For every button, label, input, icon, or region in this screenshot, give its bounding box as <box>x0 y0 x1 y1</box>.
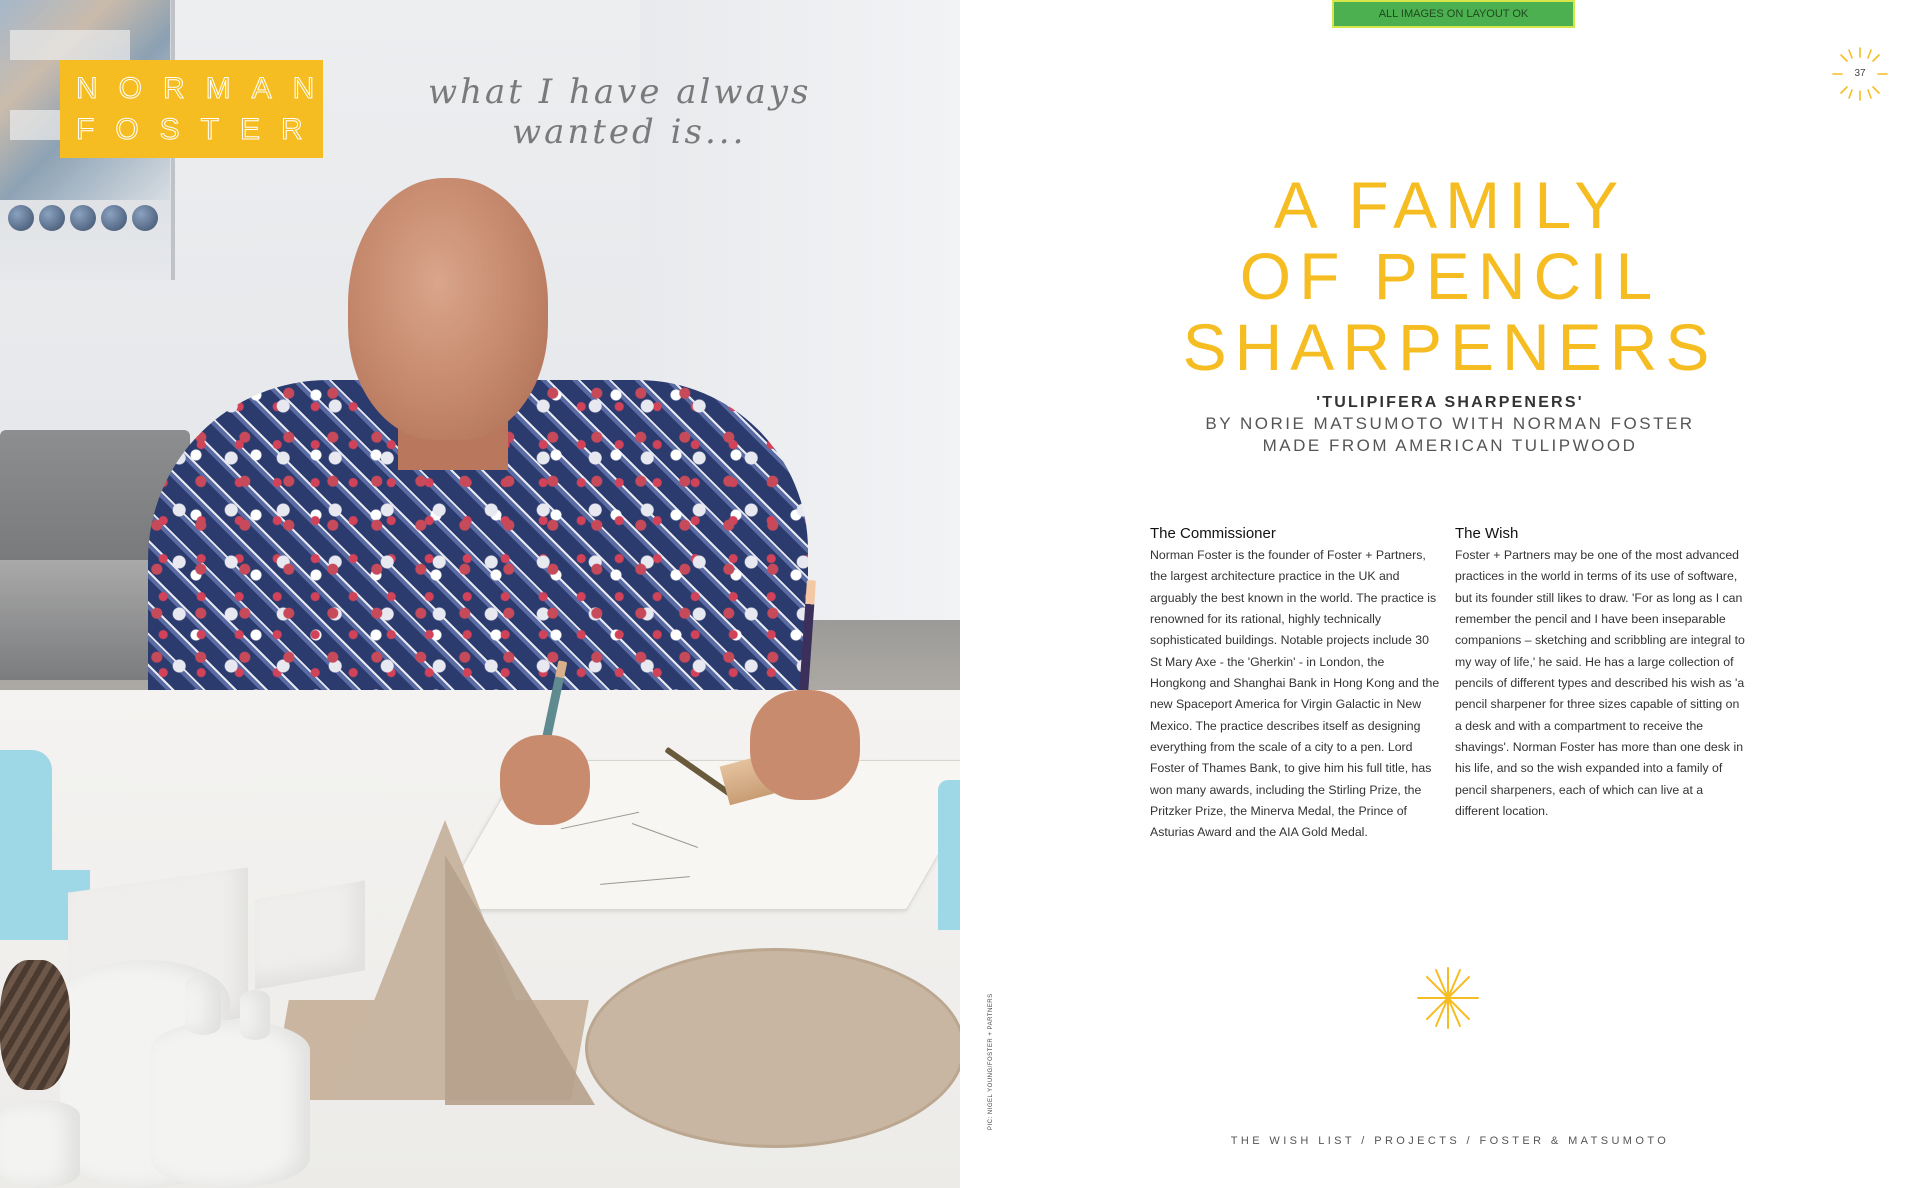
divider-ornament <box>1416 966 1480 1030</box>
wish-column <box>1455 525 1745 822</box>
cardboard-disc <box>585 948 960 1148</box>
portrait-head <box>348 178 548 440</box>
blue-foam-block <box>938 780 960 930</box>
article-subtitle <box>1180 392 1720 457</box>
pinboard-discs <box>8 205 173 235</box>
headline-line: A FAMILY <box>1273 168 1627 242</box>
wish-body: Foster + Partners may be one of the most advanced practices in the world in terms of its use of software, but its founder still likes to draw. 'For as long as I can remember the pencil and I have been inseparable companions – sketching and scribbling are integral to my way of life,' he said. He has a large collection of pencils of different types and described his wish as 'a pencil sharpener for three sizes capable of sitting on a desk and with a compartment to receive the shavings'. Norman Foster has more than one desk in his life, and so the wish expanded into a family of pencil sharpeners, each of which can live at a different location. <box>1455 548 1745 819</box>
commissioner-heading: The Commissioner <box>1150 525 1276 542</box>
name-badge-line: NORMAN <box>76 72 336 105</box>
page-number: 37 <box>1854 68 1866 79</box>
name-badge-line: FOSTER <box>76 113 324 146</box>
photo-hand <box>750 690 860 800</box>
headline-line: SHARPENERS <box>1182 310 1718 384</box>
subtitle-project-name: 'TULIPIFERA SHARPENERS' <box>1316 394 1584 411</box>
white-cylinder-model <box>150 1020 310 1188</box>
white-cylinder-model <box>185 975 221 1035</box>
commissioner-body: Norman Foster is the founder of Foster + Partners, the largest architecture practice in the UK and arguably the best known in the world. The practice is renowned for its rational, highly technically sophisticated buildings. Notable projects include 30 St Mary Axe - the 'Gherkin' - in London, the Hongkong and Shanghai Bank in Hong Kong and the new Spaceport America for Virgin Galactic in New Mexico. The practice describes itself as designing everything from the scale of a city to a pen. Lord Foster of Thames Bank, to give him his full title, has won many awards, including the Stirling Prize, the Pritzker Prize, the Minerva Medal, the Prince of Asturias Award and the AIA Gold Medal. <box>1150 548 1440 840</box>
approval-banner: ALL IMAGES ON LAYOUT OK <box>1332 0 1575 28</box>
script-line: wanted is... <box>512 112 747 152</box>
blue-foam-block <box>0 750 52 870</box>
photo-hand <box>500 735 590 825</box>
photo-credit: PIC: NIGEL YOUNG/FOSTER + PARTNERS <box>988 993 994 1130</box>
white-cylinder-model <box>0 1100 80 1188</box>
cardboard-pyramid-side <box>445 855 595 1105</box>
subtitle-material: MADE FROM AMERICAN TULIPWOOD <box>1262 436 1638 455</box>
name-badge <box>60 60 336 158</box>
sunburst-icon <box>1416 966 1480 1030</box>
article-headline <box>1180 170 1720 383</box>
page-number-badge <box>1830 46 1890 102</box>
subtitle-byline: BY NORIE MATSUMOTO WITH NORMAN FOSTER <box>1205 414 1695 433</box>
script-line: what I have always <box>428 72 812 112</box>
pinboard-strip <box>10 30 130 60</box>
commissioner-column <box>1150 525 1440 844</box>
white-cylinder-model <box>240 990 270 1040</box>
headline-line: OF PENCIL <box>1239 239 1661 313</box>
running-footer: THE WISH LIST / PROJECTS / FOSTER & MATSUMOTO <box>1230 1135 1670 1147</box>
wish-heading: The Wish <box>1455 525 1519 542</box>
wooden-sculpture <box>0 960 70 1090</box>
